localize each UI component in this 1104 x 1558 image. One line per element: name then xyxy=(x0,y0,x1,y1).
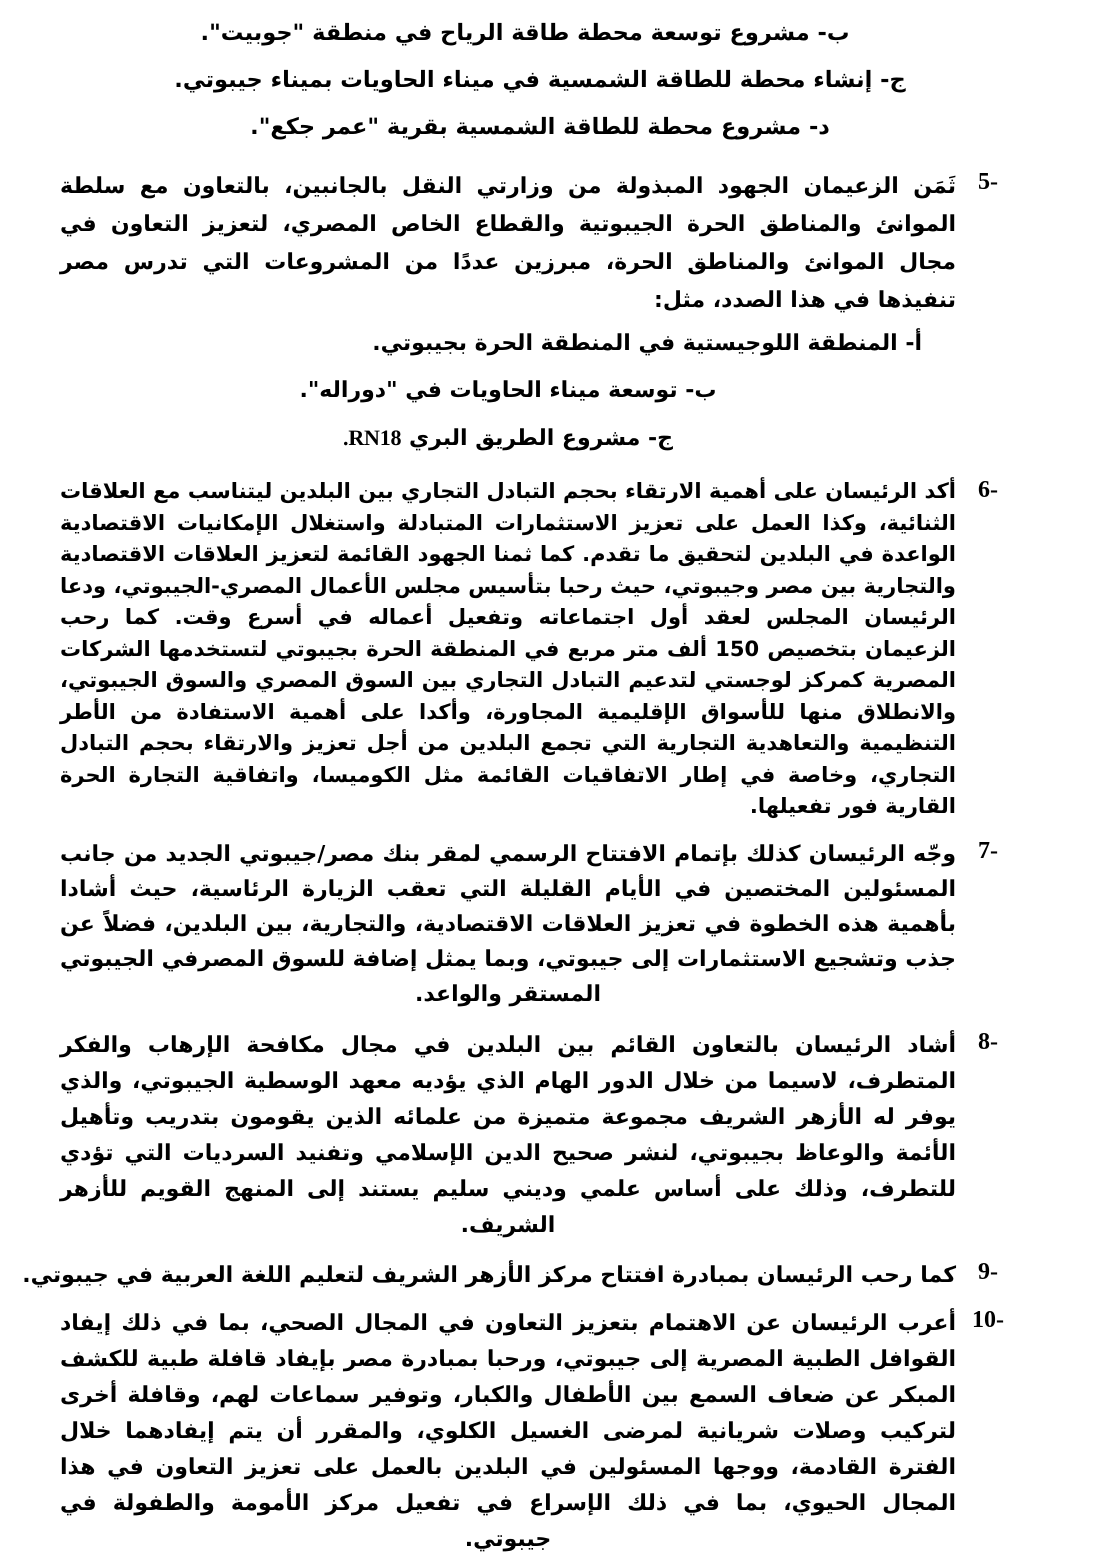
clause-7 xyxy=(60,837,1020,1012)
clause-body xyxy=(60,837,956,1012)
list-item: ب- مشروع توسعة محطة طاقة الرياح في منطقة "جوبيت". xyxy=(200,20,850,46)
road-code-label: RN18 xyxy=(348,425,402,450)
clause-10 xyxy=(60,1306,1020,1558)
clause-paragraph: أعرب الرئيسان عن الاهتمام بتعزيز التعاون في المجال الصحي، بما في ذلك إيفاد القوافل الطبية المصرية إلى جيبوتي، ورحبا بمبادرة مصر بإيفاد قافلة طبية للكشف المبكر عن ضعاف السمع بين الأطفال والكبار، وتوفير سماعات لهم، وقافلة أخرى لتركيب وصلات شريانية لمرضى الغسيل الكلوي، والمقرر أن يتم إيفادهما خلال الفترة القادمة، ووجها المسئولين في البلدين بالعمل على تعزيز التعاون في هذا المجال الحيوي، بما في ذلك الإسراع في تفعيل مركز الأمومة والطفولة في جيبوتي. xyxy=(60,1310,956,1552)
list-item: أ- المنطقة اللوجيستية في المنطقة الحرة بجيبوتي. xyxy=(372,331,922,356)
clause-number: 8- xyxy=(978,1028,998,1055)
clause-body xyxy=(60,1306,956,1558)
top-sub-items-list xyxy=(60,10,1020,151)
clause-paragraph: كما رحب الرئيسان بمبادرة افتتاح مركز الأزهر الشريف لتعليم اللغة العربية في جيبوتي. xyxy=(22,1262,956,1288)
list-item: ب- توسعة ميناء الحاويات في "دوراله". xyxy=(299,378,717,403)
clause-paragraph: ثَمَن الزعيمان الجهود المبذولة من وزارتي النقل بالجانبين، بالتعاون مع سلطة الموانئ والمناطق الحرة الجيبوتية والقطاع الخاص المصري، لتعزيز التعاون في مجال الموانئ والمناطق الحرة، مبرزين عددًا من المشروعات التي تدرس مصر تنفيذها في هذا الصدد، مثل: xyxy=(60,174,956,313)
clause-body xyxy=(60,476,956,823)
clause-6 xyxy=(60,476,1020,823)
clause-number: 7- xyxy=(978,837,998,864)
clause-8 xyxy=(60,1028,1020,1244)
list-item xyxy=(60,414,956,462)
clause-paragraph: وجّه الرئيسان كذلك بإتمام الافتتاح الرسمي لمقر بنك مصر/جيبوتي الجديد من جانب المسئولين المختصين في الأيام القليلة التي تعقب الزيارة الرئاسية، حيث أشادا بأهمية هذه الخطوة في تعزيز العلاقات الاقتصادية، والتجارية، بين البلدين، فضلاً عن جذب وتشجيع الاستثمارات إلى جيبوتي، وبما يمثل إضافة للسوق المصرفي الجيبوتي المستقر والواعد. xyxy=(60,841,956,1007)
clause-body xyxy=(60,168,956,462)
clause-5-sub-items xyxy=(60,320,956,462)
clause-body xyxy=(22,1258,956,1294)
clause-body xyxy=(60,1028,956,1244)
clause-paragraph: أكد الرئيسان على أهمية الارتقاء بحجم التبادل التجاري بين البلدين ليتناسب مع العلاقات الثنائية، وكذا العمل على تعزيز الاستثمارات المتبادلة واستغلال الإمكانيات الاقتصادية الواعدة في البلدين لتحقيق ما تقدم. كما ثمنا الجهود القائمة لتعزيز العلاقات الاقتصادية والتجارية بين مصر وجيبوتي، حيث رحبا بتأسيس مجلس الأعمال المصري-الجيبوتي، ودعا الرئيسان المجلس لعقد أول اجتماعاته وتفعيل أعماله في أسرع وقت. كما رحب الزعيمان بتخصيص 150 ألف متر مربع في المنطقة الحرة بجيبوتي لتستخدمها الشركات المصرية كمركز لوجستي لتدعيم التبادل التجاري بين السوق المصري والسوق الجيبوتي، والانطلاق منها للأسواق الإقليمية المجاورة، وأكدا على أهمية الاستفادة من الأطر التنظيمية والتعاهدية التجارية التي تجمع البلدين من أجل تعزيز والارتقاء بحجم التبادل التجاري، وخاصة في إطار الاتفاقيات القائمة مثل الكوميسا، واتفاقية التجارة الحرة القارية فور تفعيلها. xyxy=(60,479,956,818)
clause-paragraph: أشاد الرئيسان بالتعاون القائم بين البلدين في مجال مكافحة الإرهاب والفكر المتطرف، لاسيما من خلال الدور الهام الذي يؤديه معهد الوسطية الجيبوتي، والذي يوفر له الأزهر الشريف مجموعة متميزة من علمائه الذين يقومون بتدريب وتأهيل الأئمة والوعاظ بجيبوتي، لنشر صحيح الدين الإسلامي وتفنيد السرديات التي تؤدي للتطرف، وذلك على أساس علمي وديني سليم يستند إلى المنهج القويم للأزهر الشريف. xyxy=(60,1032,956,1238)
clause-number: 10- xyxy=(972,1306,1004,1333)
list-item-label: ج- مشروع الطريق البري xyxy=(401,426,673,451)
clause-number: 9- xyxy=(978,1258,998,1285)
clause-number: 5- xyxy=(978,169,998,195)
clause-9 xyxy=(22,1258,1020,1294)
list-item-period: . xyxy=(343,425,349,450)
list-item: د- مشروع محطة للطاقة الشمسية بقرية "عمر جكع". xyxy=(250,114,830,140)
list-item: ج- إنشاء محطة للطاقة الشمسية في ميناء الحاويات بميناء جيبوتي. xyxy=(174,67,906,93)
clause-5 xyxy=(60,168,1020,462)
clause-number: 6- xyxy=(978,477,998,503)
